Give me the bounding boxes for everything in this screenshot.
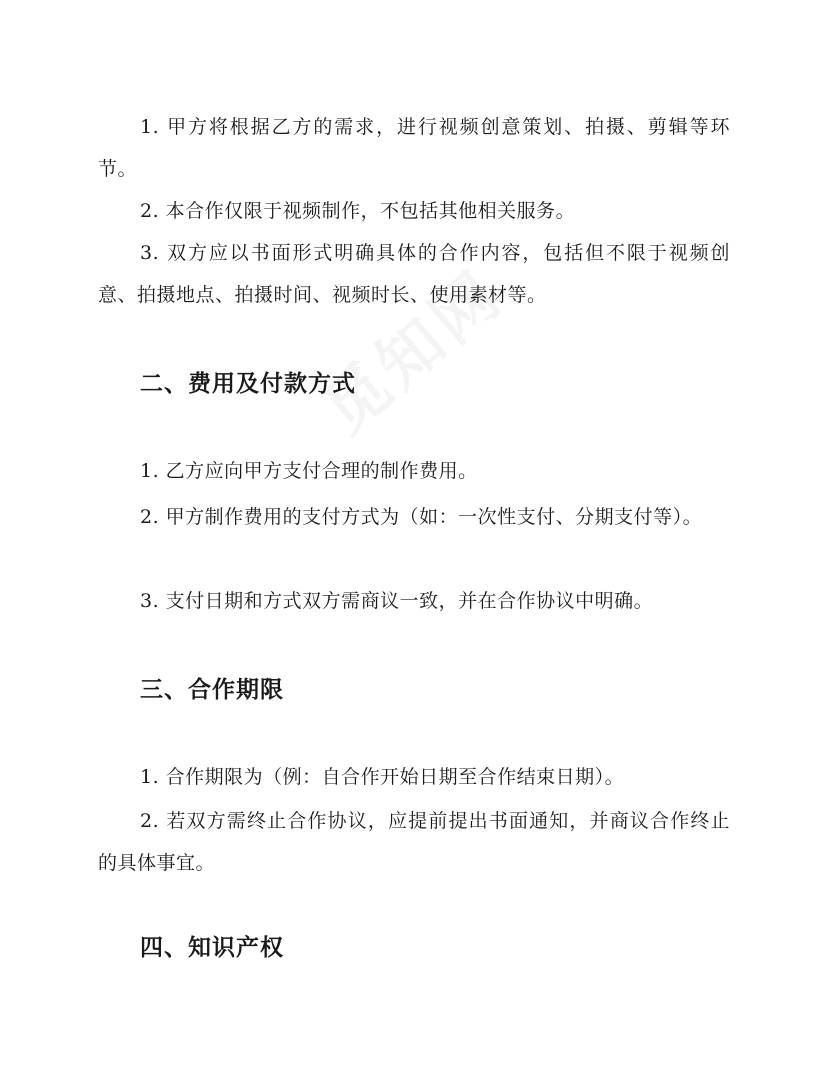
section3-title: 三、合作期限 bbox=[140, 677, 284, 703]
section2-item-2: 2. 甲方制作费用的支付方式为（如：一次性支付、分期支付等）。 bbox=[140, 506, 703, 528]
section2-item-1: 1. 乙方应向甲方支付合理的制作费用。 bbox=[140, 460, 478, 482]
section1-item-1: 1. 甲方将根据乙方的需求，进行视频创意策划、拍摄、剪辑等环节。 bbox=[98, 116, 730, 180]
section1-item-2: 2. 本合作仅限于视频制作，不包括其他相关服务。 bbox=[140, 200, 576, 222]
section2-item-3: 3. 支付日期和方式双方需商议一致，并在合作协议中明确。 bbox=[140, 590, 654, 612]
section1-item-3: 3. 双方应以书面形式明确具体的合作内容，包括但不限于视频创意、拍摄地点、拍摄时间、视频时长、使用素材等。 bbox=[98, 242, 730, 306]
section4-title: 四、知识产权 bbox=[140, 935, 284, 961]
section2-title: 二、费用及付款方式 bbox=[140, 371, 356, 397]
section3-item-1: 1. 合作期限为（例：自合作开始日期至合作结束日期）。 bbox=[140, 766, 625, 788]
section3-item-2: 2. 若双方需终止合作协议，应提前提出书面通知，并商议合作终止的具体事宜。 bbox=[98, 810, 730, 874]
